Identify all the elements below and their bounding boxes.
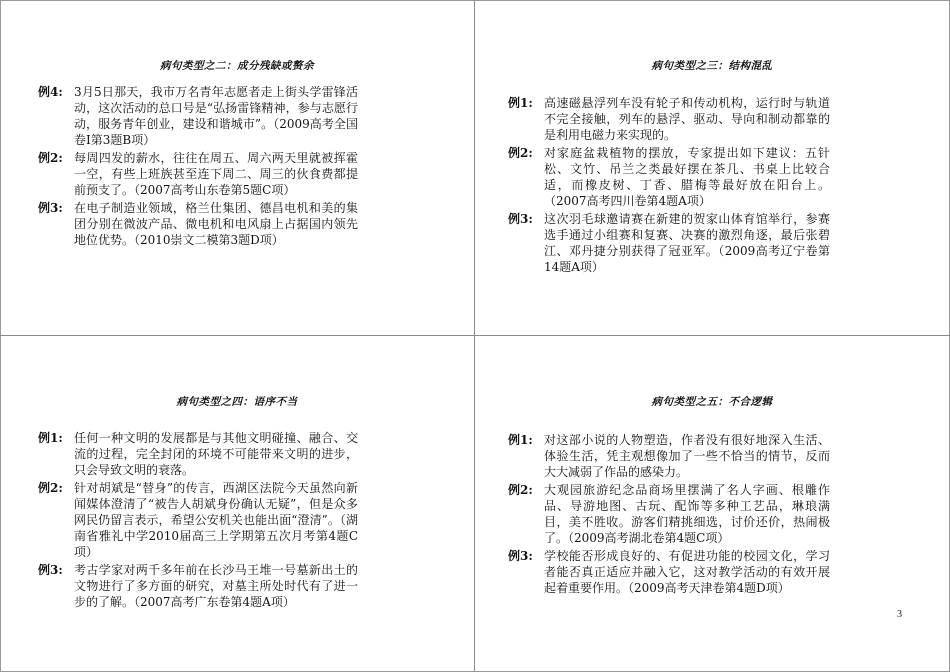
example-text: 在电子制造业领域，格兰仕集团、德昌电机和美的集团分别在微波产品、微电机和电风扇上占据国内领先地位优势。（2010崇文二模第3题D项） — [74, 201, 358, 247]
example-label: 例3: — [38, 563, 63, 577]
slide-title: 病句类型之二：成分残缺或赘余 — [160, 60, 314, 72]
example-label: 例2: — [508, 146, 533, 160]
example-item — [38, 84, 358, 148]
slide-title: 病句类型之三：结构混乱 — [651, 60, 773, 72]
example-list — [38, 84, 358, 250]
slide-3 — [0, 336, 474, 671]
example-item — [508, 95, 830, 143]
page-number: 3 — [897, 609, 902, 620]
example-label: 例1: — [38, 431, 63, 445]
slide-title: 病句类型之五：不合逻辑 — [651, 396, 773, 408]
example-text: 学校能否形成良好的、有促进功能的校园文化，学习者能否真正适应并融入它，这对教学活动的有效开展起着重要作用。（2009高考天津卷第4题D项） — [544, 549, 830, 595]
example-label: 例2: — [38, 151, 63, 165]
example-text: 每周四发的薪水，往往在周五、周六两天里就被挥霍一空，有些上班族甚至连下周二、周三的伙食费都提前预支了。（2007高考山东卷第5题C项） — [74, 151, 358, 197]
example-label: 例2: — [38, 481, 63, 495]
example-item — [38, 480, 358, 560]
example-item — [38, 200, 358, 248]
example-item — [508, 482, 830, 546]
example-text: 对这部小说的人物塑造，作者没有很好地深入生活、体验生活，凭主观想像加了一些不恰当的情节，反而大大减弱了作品的感染力。 — [544, 433, 830, 479]
slide-2 — [475, 0, 949, 335]
example-list — [508, 432, 830, 598]
slide-1 — [0, 0, 474, 335]
example-list — [508, 95, 830, 277]
example-item — [508, 211, 830, 275]
example-text: 3月5日那天，我市万名青年志愿者走上街头学雷锋活动，这次活动的总口号是“弘扬雷锋精神，参与志愿行动，服务青年创业，建设和谐城市”。（2009高考全国卷Ⅰ第3题B项） — [74, 85, 358, 147]
example-list — [38, 430, 358, 612]
example-item — [38, 562, 358, 610]
example-label: 例3: — [508, 212, 533, 226]
example-item — [38, 430, 358, 478]
example-text: 任何一种文明的发展都是与其他文明碰撞、融合、交流的过程，完全封闭的环境不可能带来文明的进步，只会导致文明的衰落。 — [74, 431, 358, 477]
example-text: 考古学家对两千多年前在长沙马王堆一号墓新出土的文物进行了多方面的研究，对墓主所处时代有了进一步的了解。（2007高考广东卷第4题A项） — [74, 563, 358, 609]
slide-4 — [475, 336, 949, 671]
example-text: 大观园旅游纪念品商场里摆满了名人字画、根雕作品、导游地图、古玩、配饰等多种工艺品，琳琅满目，美不胜收。游客们精挑细选，讨价还价，热闹极了。（2009高考湖北卷第4题C项） — [544, 483, 830, 545]
example-text: 这次羽毛球邀请赛在新建的贺家山体育馆举行，参赛选手通过小组赛和复赛、决赛的激烈角逐，最后张碧江、邓丹捷分别获得了冠亚军。（2009高考辽宁卷第14题A项） — [544, 212, 830, 274]
example-item — [508, 432, 830, 480]
example-label: 例1: — [508, 96, 533, 110]
example-text: 高速磁悬浮列车没有轮子和传动机构，运行时与轨道不完全接触，列车的悬浮、驱动、导向和制动都靠的是利用电磁力来实现的。 — [544, 96, 830, 142]
example-text: 对家庭盆栽植物的摆放，专家提出如下建议：五针松、文竹、吊兰之类最好摆在茶几、书桌上比较合适，而橡皮树、丁香、腊梅等最好放在阳台上。（2007高考四川卷第4题A项） — [544, 146, 830, 208]
example-label: 例1: — [508, 433, 533, 447]
example-label: 例3: — [38, 201, 63, 215]
example-item — [508, 548, 830, 596]
example-label: 例4: — [38, 85, 63, 99]
example-item — [508, 145, 830, 209]
example-text: 针对胡斌是“替身”的传言，西湖区法院今天虽然向新闻媒体澄清了“被告人胡斌身份确认无疑”，但是众多网民仍留言表示，希望公安机关也能出面“澄清”。（湖南省雅礼中学2010届高三上学期第五次月考第4题C项） — [74, 481, 358, 559]
slide-title: 病句类型之四：语序不当 — [176, 396, 298, 408]
example-label: 例2: — [508, 483, 533, 497]
example-label: 例3: — [508, 549, 533, 563]
example-item — [38, 150, 358, 198]
